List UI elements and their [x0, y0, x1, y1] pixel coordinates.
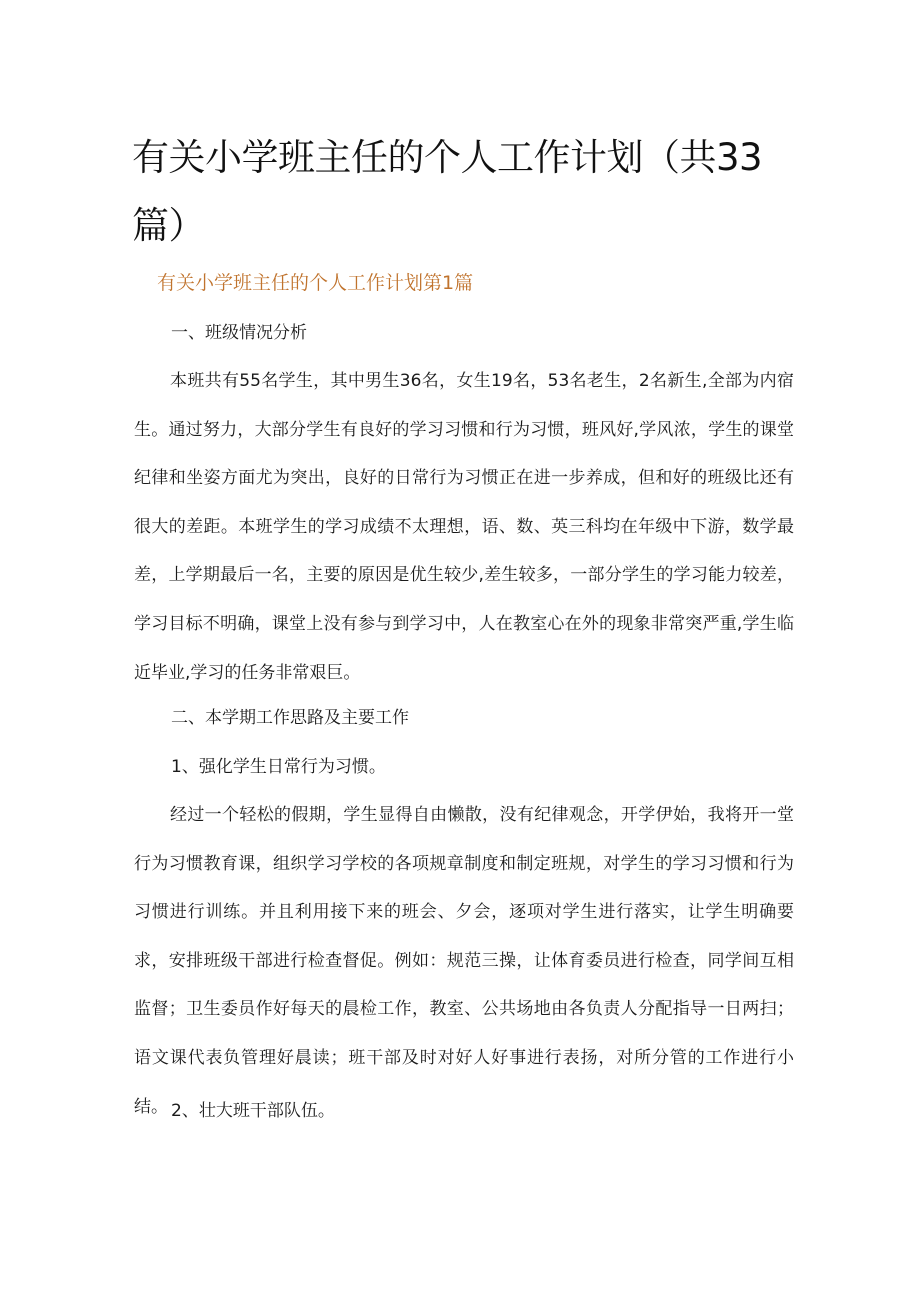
- document-title: 有关小学班主任的个人工作计划（共33篇）: [132, 136, 763, 247]
- section-heading: 有关小学班主任的个人工作计划第1篇: [157, 272, 474, 294]
- paragraph-habits: 经过一个轻松的假期，学生显得自由懒散，没有纪律观念，开学伊始，我将开一堂行为习惯教育课，组织学习学校的各项规章制度和制定班规，对学生的学习习惯和行为习惯进行训练。并且利用接下来的班会、夕会，逐项对学生进行落实，让学生明确要求，安排班级干部进行检查督促。例如：规范三操，让体育委员进行检查，同学间互相监督；卫生委员作好每天的晨检工作，教室、公共场地由各负责人分配指导一日两扫；语文课代表负管理好晨读；班干部及时对好人好事进行表扬，对所分管的工作进行小结。: [134, 805, 794, 1117]
- heading-class-analysis: 一、班级情况分析: [171, 323, 307, 343]
- heading-item-cadres: 2、壮大班干部队伍。: [171, 1101, 335, 1121]
- heading-item-habits: 1、强化学生日常行为习惯。: [171, 757, 386, 777]
- heading-work-plan: 二、本学期工作思路及主要工作: [171, 708, 409, 728]
- paragraph-class-analysis: 本班共有55名学生，其中男生36名，女生19名，53名老生，2名新生,全部为内宿生。通过努力，大部分学生有良好的学习习惯和行为习惯，班风好,学风浓，学生的课堂纪律和坐姿方面尤为突出，良好的日常行为习惯正在进一步养成，但和好的班级比还有很大的差距。本班学生的学习成绩不太理想，语、数、英三科均在年级中下游，数学最差，上学期最后一名，主要的原因是优生较少,差生较多，一部分学生的学习能力较差，学习目标不明确，课堂上没有参与到学习中，人在教室心在外的现象非常突严重,学生临近毕业,学习的任务非常艰巨。: [134, 371, 794, 683]
